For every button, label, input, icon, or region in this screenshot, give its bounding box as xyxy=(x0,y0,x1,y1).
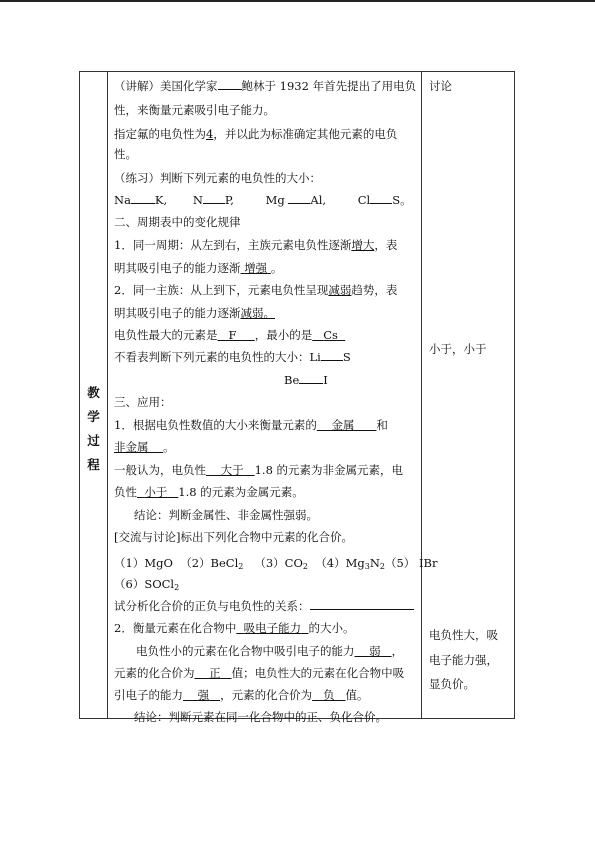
text-line xyxy=(114,349,351,365)
text-line xyxy=(114,327,345,343)
text: 元素的化合价为 xyxy=(114,666,195,680)
answer-text: 大于 xyxy=(220,463,244,477)
text: ，并以此为标准确定其他元素的电负 xyxy=(213,127,398,141)
text: Na xyxy=(114,193,131,207)
text: 1．根据电负性数值的大小来衡量元素的 xyxy=(114,418,317,432)
text: 试分析化合价的正负与电负性的关系： xyxy=(114,599,310,613)
answer xyxy=(183,688,220,702)
text: 趋势，表 xyxy=(351,283,398,297)
answer: 增大 xyxy=(351,238,375,252)
blank-line xyxy=(310,598,414,610)
stage-label-char: 程 xyxy=(87,457,100,472)
text: Al, xyxy=(310,193,327,207)
answer-text: F xyxy=(228,328,237,342)
answer xyxy=(312,688,345,702)
section-heading: 三、应用： xyxy=(114,395,172,409)
text: 值；电负性大的元素在化合物中吸 xyxy=(231,666,405,680)
text-line xyxy=(284,372,328,388)
blank-line xyxy=(218,78,242,90)
blank-line xyxy=(321,349,343,361)
text: 鲍林于 1932 年首先提出了用电负 xyxy=(241,79,417,93)
section-heading: 二、周期表中的变化规律 xyxy=(114,215,241,229)
text-line xyxy=(114,78,416,94)
text: 明其吸引电子的能力逐渐 xyxy=(114,261,241,275)
text-line: （练习）判断下列元素的电负性的大小： xyxy=(114,171,321,185)
text-line xyxy=(114,620,354,636)
text: ，元素的化合价为 xyxy=(220,688,313,702)
answer-text: 强 xyxy=(197,688,210,702)
subscript: 2 xyxy=(379,562,385,571)
column-divider-right xyxy=(421,72,422,718)
conclusion-line: 结论：判断金属性、非金属性强弱。 xyxy=(134,508,318,522)
text: （6）SOCl xyxy=(114,577,175,591)
text: 1.8 的元素为金属元素。 xyxy=(178,485,304,499)
text: 电负性小的元素在化合物中吸引电子的能力 xyxy=(136,644,355,658)
text-line xyxy=(114,305,275,321)
answer xyxy=(195,666,232,680)
text-line xyxy=(114,687,369,703)
text: （1）MgO xyxy=(114,556,173,570)
answer xyxy=(317,418,377,432)
text-line xyxy=(114,665,404,681)
answer-text: 金属 xyxy=(331,418,355,432)
answer xyxy=(206,463,255,477)
right-column-note: 电负性大，吸 xyxy=(429,628,498,642)
subscript: 2 xyxy=(174,583,180,592)
subscript: 3 xyxy=(364,562,370,571)
subscript: 2 xyxy=(238,562,244,571)
text: ，最小的是 xyxy=(254,328,313,342)
answer xyxy=(312,328,345,342)
answer-text: 小于 xyxy=(144,485,168,499)
column-divider-left xyxy=(107,72,108,718)
compound-list xyxy=(114,576,179,592)
answer-text: 负 xyxy=(323,688,335,702)
text: 的大小。 xyxy=(308,621,355,635)
text: 一般认为，电负性 xyxy=(114,463,206,477)
text-line xyxy=(114,417,388,433)
text: （5） IBr xyxy=(384,556,438,570)
text: （2）BeCl xyxy=(180,556,239,570)
text: Mg xyxy=(265,193,285,207)
answer: 减弱。 xyxy=(240,306,275,320)
text: Be xyxy=(284,373,300,387)
answer-text: Cs xyxy=(323,328,338,342)
right-column-note: 显负价。 xyxy=(429,677,475,691)
stage-label-char: 学 xyxy=(87,409,100,424)
answer-text: 非金属 xyxy=(114,440,149,454)
answer-text: 正 xyxy=(209,666,221,680)
text-line xyxy=(136,643,403,659)
text: 明其吸引电子的能力逐渐 xyxy=(114,306,241,320)
text: 指定氟的电负性为 xyxy=(114,127,206,141)
text: 负性 xyxy=(114,485,137,499)
answer-text: 增强 xyxy=(244,261,268,275)
text: S xyxy=(342,350,351,364)
text: 不看表判断下列元素的电负性的大小：Li xyxy=(114,350,321,364)
stage-label-char: 教 xyxy=(87,385,100,400)
text: 1．同一周期：从左到右，主族元素电负性逐渐 xyxy=(114,238,352,252)
text-line xyxy=(114,192,412,208)
answer-text: 弱 xyxy=(369,644,381,658)
text: 电负性最大的元素是 xyxy=(114,328,218,342)
right-column-note: 小于，小于 xyxy=(429,342,487,356)
right-column-note: 讨论 xyxy=(429,79,452,93)
answer-text: 吸电子能力 xyxy=(243,621,302,635)
text: ，表 xyxy=(374,238,398,252)
blank-line xyxy=(131,192,155,204)
text-line: 性，来衡量元素吸引电子能力。 xyxy=(114,103,275,117)
text-line xyxy=(114,282,397,298)
answer: 减弱 xyxy=(328,283,352,297)
text: 2．同一主族：从上到下，元素电负性呈现 xyxy=(114,283,329,297)
answer xyxy=(355,644,392,658)
text: 。 xyxy=(270,261,283,275)
text-line: 性。 xyxy=(114,147,137,161)
text: 2．衡量元素在化合物中 xyxy=(114,621,237,635)
text: 1.8 的元素为非金属元素，电 xyxy=(254,463,404,477)
answer xyxy=(218,328,255,342)
text: K, xyxy=(154,193,168,207)
blank-line xyxy=(370,192,392,204)
answer xyxy=(236,621,308,635)
stage-label-char: 过 xyxy=(87,433,100,448)
text: N xyxy=(369,556,380,570)
blank-line xyxy=(299,372,323,384)
text: 引电子的能力 xyxy=(114,688,183,702)
text: （3）CO xyxy=(254,556,303,570)
text: I xyxy=(323,373,328,387)
text: 。 xyxy=(163,440,175,454)
text: S。 xyxy=(392,193,412,207)
text: P, xyxy=(224,193,234,207)
answer xyxy=(137,485,178,499)
blank-line xyxy=(203,192,225,204)
text: Cl xyxy=(357,193,371,207)
text-line: [交流与讨论]标出下列化合物中元素的化合价。 xyxy=(114,530,353,544)
answer-fluorine-value: 4 xyxy=(206,127,214,141)
text: N xyxy=(192,193,203,207)
lesson-table xyxy=(79,71,515,724)
subscript: 2 xyxy=(302,562,308,571)
conclusion-line: 结论：判断元素在同一化合物中的正、负化合价。 xyxy=(134,710,387,724)
text-line xyxy=(114,484,304,500)
stage-label-column xyxy=(80,72,107,718)
text: ， xyxy=(391,644,404,658)
compound-list xyxy=(114,555,437,571)
right-column-note: 电子能力强， xyxy=(429,653,498,667)
text-line xyxy=(114,439,175,455)
answer xyxy=(241,261,271,275)
blank-line xyxy=(288,192,310,204)
text-line xyxy=(114,126,397,142)
text: （4）Mg xyxy=(315,556,365,570)
text-line xyxy=(114,462,403,478)
text: 和 xyxy=(376,418,388,432)
text-line xyxy=(114,598,414,614)
text: （讲解）美国化学家 xyxy=(114,79,218,93)
text-line xyxy=(114,237,397,253)
text-line xyxy=(114,260,282,276)
page-top-rule xyxy=(0,0,595,2)
text: 值。 xyxy=(345,688,369,702)
answer xyxy=(114,440,163,454)
